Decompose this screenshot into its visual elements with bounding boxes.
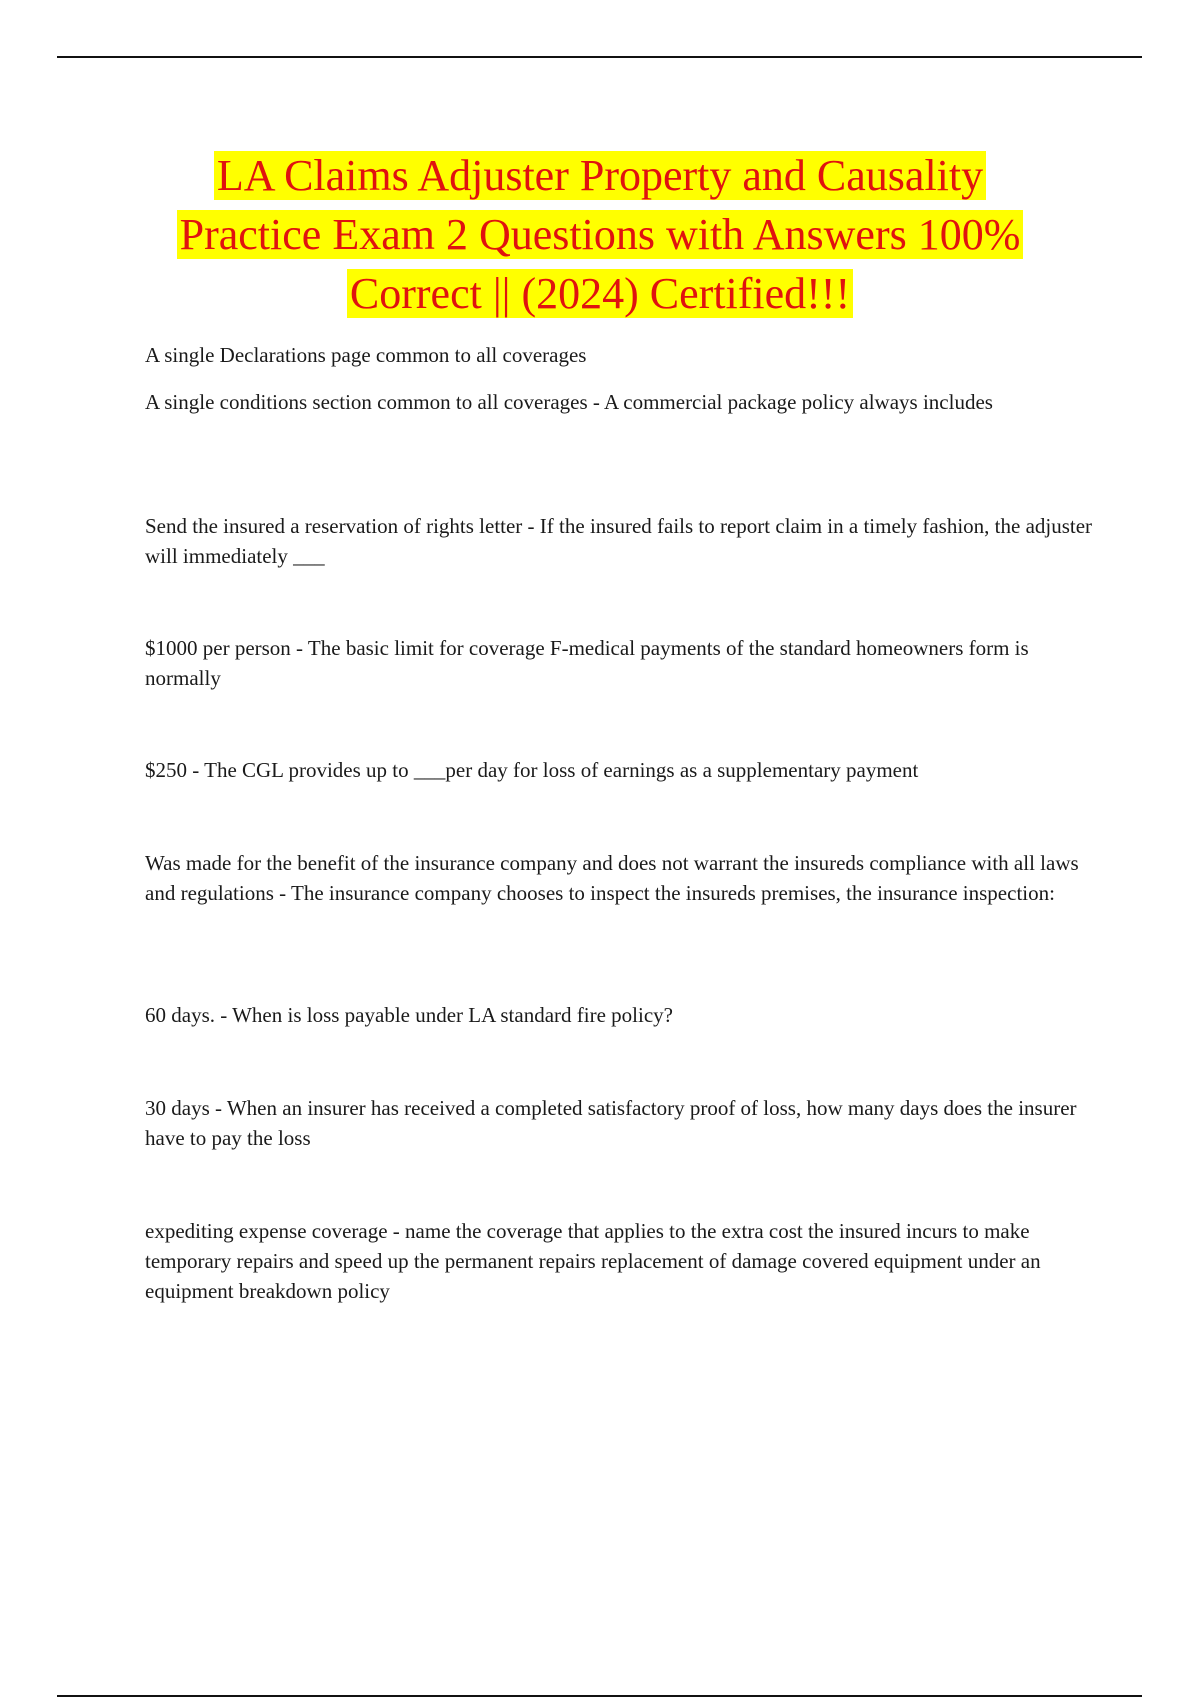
qa-item: A single Declarations page common to all coverages [145, 343, 587, 367]
qa-item: expediting expense coverage - name the coverage that applies to the extra cost the insured incurs to make temporary repairs and speed up the permanent repairs replacement of damage covered equipment under an equipment breakdown policy [145, 1219, 1041, 1303]
document-title [100, 146, 1100, 323]
top-rule [57, 56, 1142, 58]
qa-item: $250 - The CGL provides up to ___per day for loss of earnings as a supplementary payment [145, 758, 919, 782]
qa-item: $1000 per person - The basic limit for coverage F-medical payments of the standard homeowners form is normally [145, 636, 1029, 690]
title-line: Correct || (2024) Certified!!! [347, 269, 853, 318]
qa-item: 60 days. - When is loss payable under LA standard fire policy? [145, 1003, 673, 1027]
qa-item: Was made for the benefit of the insurance company and does not warrant the insureds compliance with all laws and regulations - The insurance company chooses to inspect the insureds premises, the insurance inspection: [145, 851, 1079, 905]
qa-item: 30 days - When an insurer has received a completed satisfactory proof of loss, how many days does the insurer have to pay the loss [145, 1096, 1077, 1150]
title-line: Practice Exam 2 Questions with Answers 100% [177, 210, 1024, 259]
qa-item: Send the insured a reservation of rights letter - If the insured fails to report claim in a timely fashion, the adjuster will immediately ___ [145, 514, 1093, 568]
qa-item: A single conditions section common to all coverages - A commercial package policy always includes [145, 390, 993, 414]
bottom-rule [57, 1695, 1142, 1697]
title-line: LA Claims Adjuster Property and Causality [214, 151, 986, 200]
